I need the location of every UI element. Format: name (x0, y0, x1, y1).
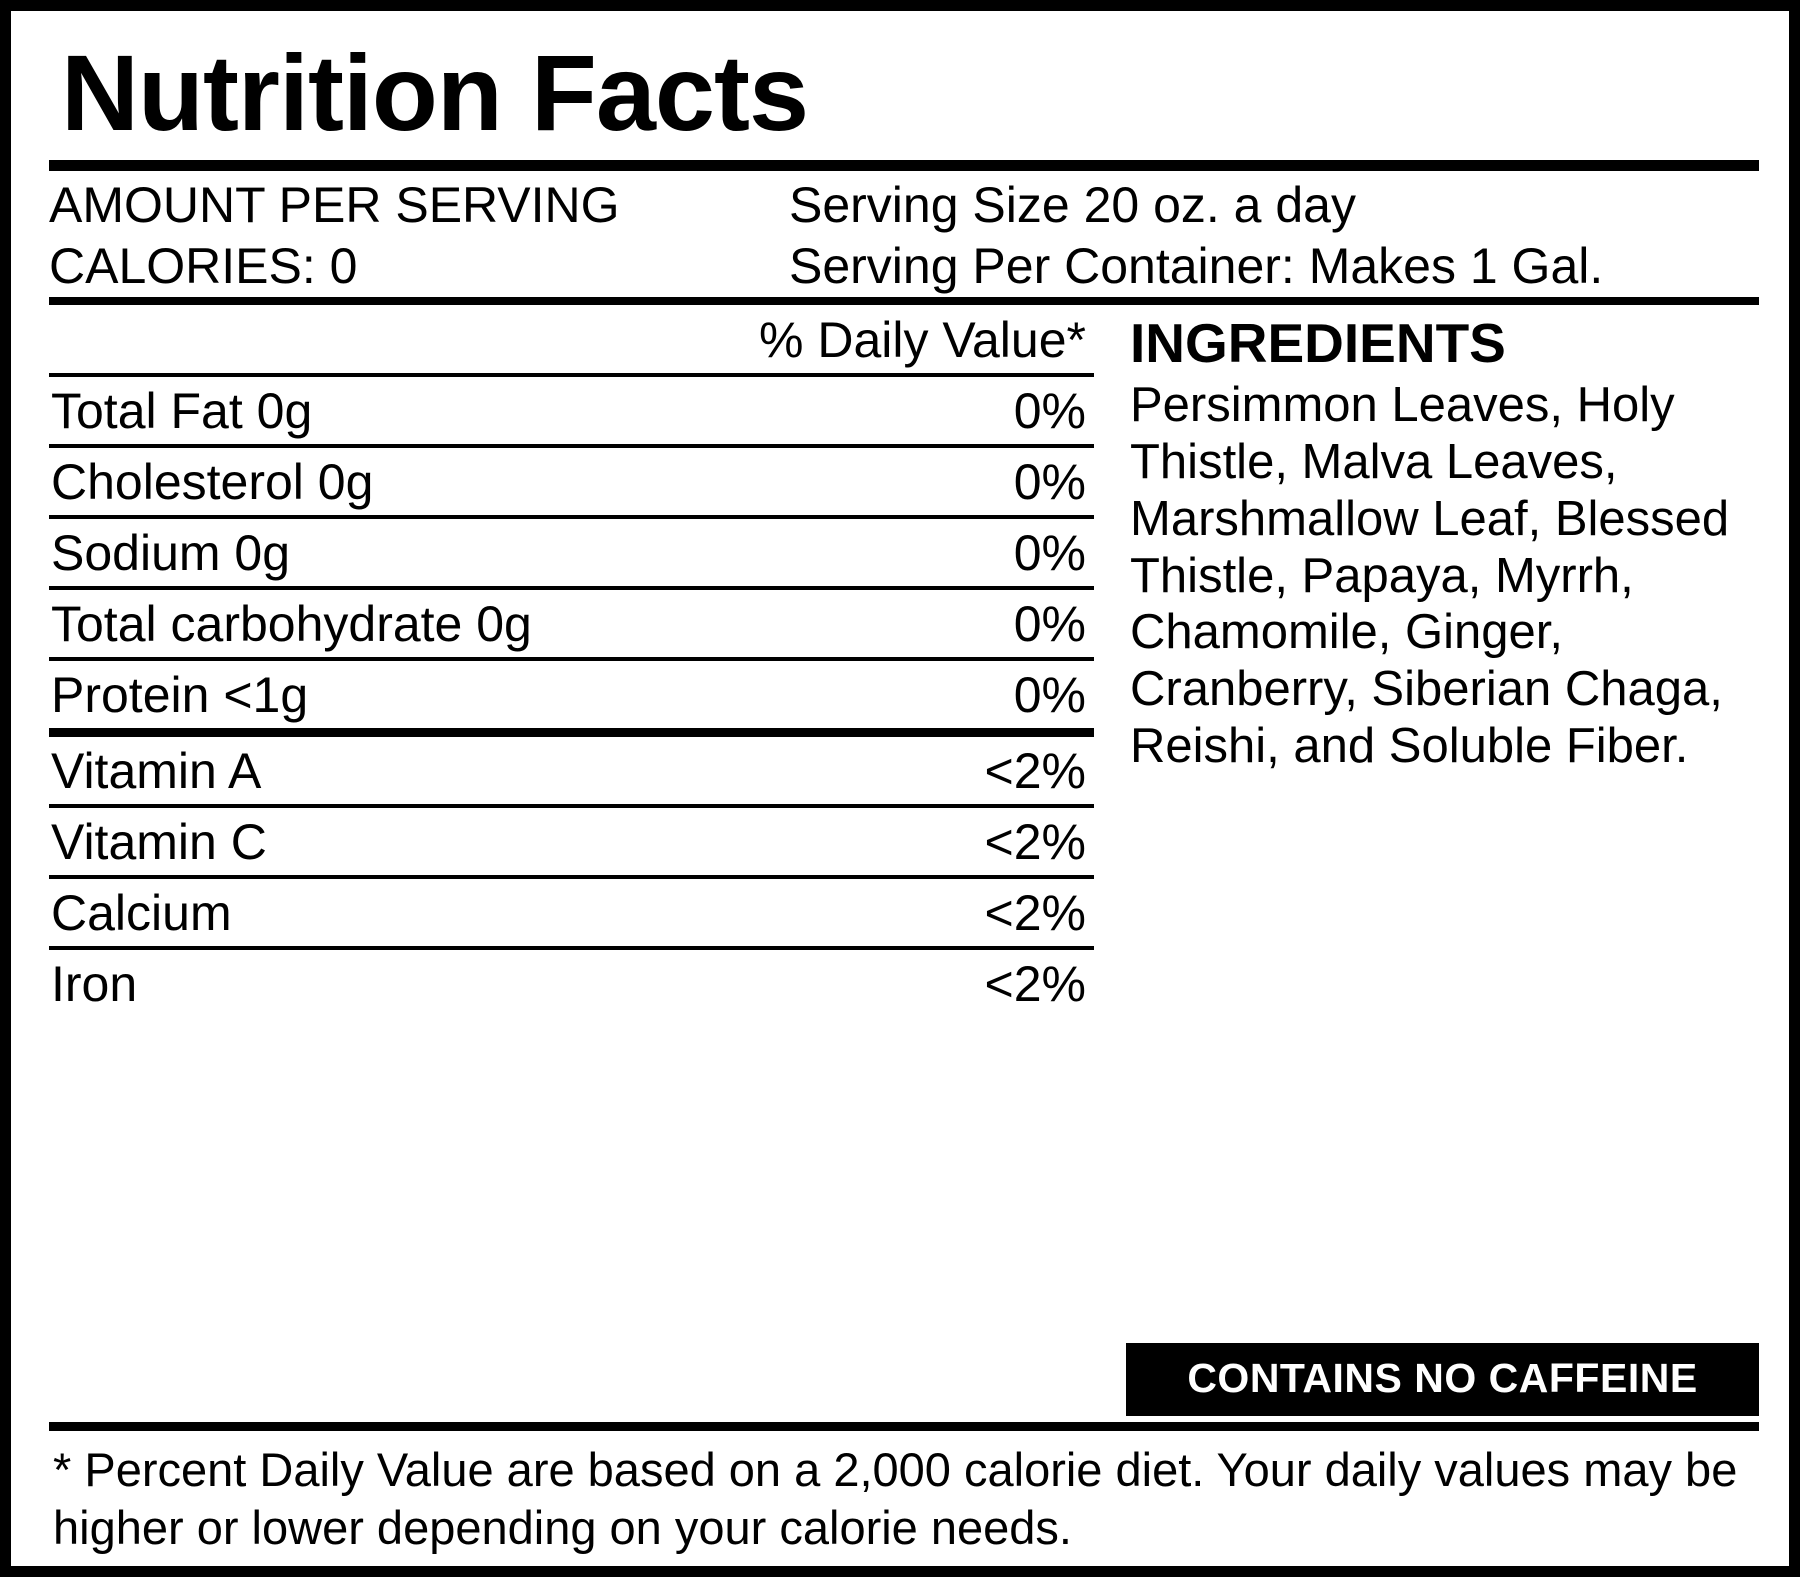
nutrient-daily-value: 0% (1013, 524, 1086, 581)
serving-row-calories (49, 236, 1759, 297)
vitamin-daily-value: <2% (984, 884, 1086, 941)
daily-value-header: % Daily Value* (758, 311, 1086, 368)
calories-label: CALORIES: 0 (49, 237, 358, 294)
ingredients-column (1094, 305, 1759, 1417)
nutrient-name: Cholesterol 0g (51, 453, 374, 510)
nutrient-row (49, 444, 1094, 515)
vitamin-row (49, 875, 1094, 946)
nutrient-daily-value: 0% (1013, 595, 1086, 652)
nutrient-daily-value: 0% (1013, 453, 1086, 510)
vitamin-row (49, 946, 1094, 1017)
ingredients-list: Persimmon Leaves, Holy Thistle, Malva Leaves, Marshmallow Leaf, Blessed Thistle, Papaya, Myrrh, Chamomile, Ginger, Cranberry, Siberian Chaga, Reishi, and Soluble Fiber. (1130, 378, 1730, 774)
vitamin-name: Calcium (51, 884, 232, 941)
vitamin-name: Vitamin C (51, 813, 267, 870)
nutrient-row (49, 515, 1094, 586)
footnote-divider (49, 1422, 1759, 1431)
nutrient-row (49, 373, 1094, 444)
nutrient-daily-value: 0% (1013, 666, 1086, 723)
amount-per-serving-label: AMOUNT PER SERVING (49, 176, 620, 233)
vitamin-daily-value: <2% (984, 742, 1086, 799)
serving-divider (49, 297, 1759, 305)
nutrient-row (49, 657, 1094, 728)
vitamin-daily-value: <2% (984, 955, 1086, 1012)
caffeine-badge: CONTAINS NO CAFFEINE (1126, 1343, 1759, 1416)
servings-per-container-value: Serving Per Container: Makes 1 Gal. (789, 237, 1604, 294)
nutrient-name: Total carbohydrate 0g (51, 595, 532, 652)
serving-size-value: Serving Size 20 oz. a day (789, 176, 1356, 233)
vitamin-row (49, 804, 1094, 875)
title-divider (49, 160, 1759, 171)
nutrient-name: Total Fat 0g (51, 382, 313, 439)
nutrient-name: Protein <1g (51, 666, 309, 723)
daily-value-footnote: * Percent Daily Value are based on a 2,000 calorie diet. Your daily values may be higher or lower depending on your calorie needs. (53, 1443, 1738, 1554)
nutrient-name: Sodium 0g (51, 524, 291, 581)
nutrient-daily-value: 0% (1013, 382, 1086, 439)
nutrients-column (49, 305, 1094, 1417)
vitamin-name: Iron (51, 955, 138, 1012)
nutrient-row (49, 586, 1094, 657)
serving-row-amount (49, 175, 1759, 236)
page-title: Nutrition Facts (61, 32, 809, 153)
serving-information (49, 171, 1759, 297)
label-body (49, 305, 1759, 1417)
ingredients-heading: INGREDIENTS (1130, 311, 1506, 374)
vitamin-name: Vitamin A (51, 742, 262, 799)
vitamin-daily-value: <2% (984, 813, 1086, 870)
vitamin-row (49, 728, 1094, 804)
